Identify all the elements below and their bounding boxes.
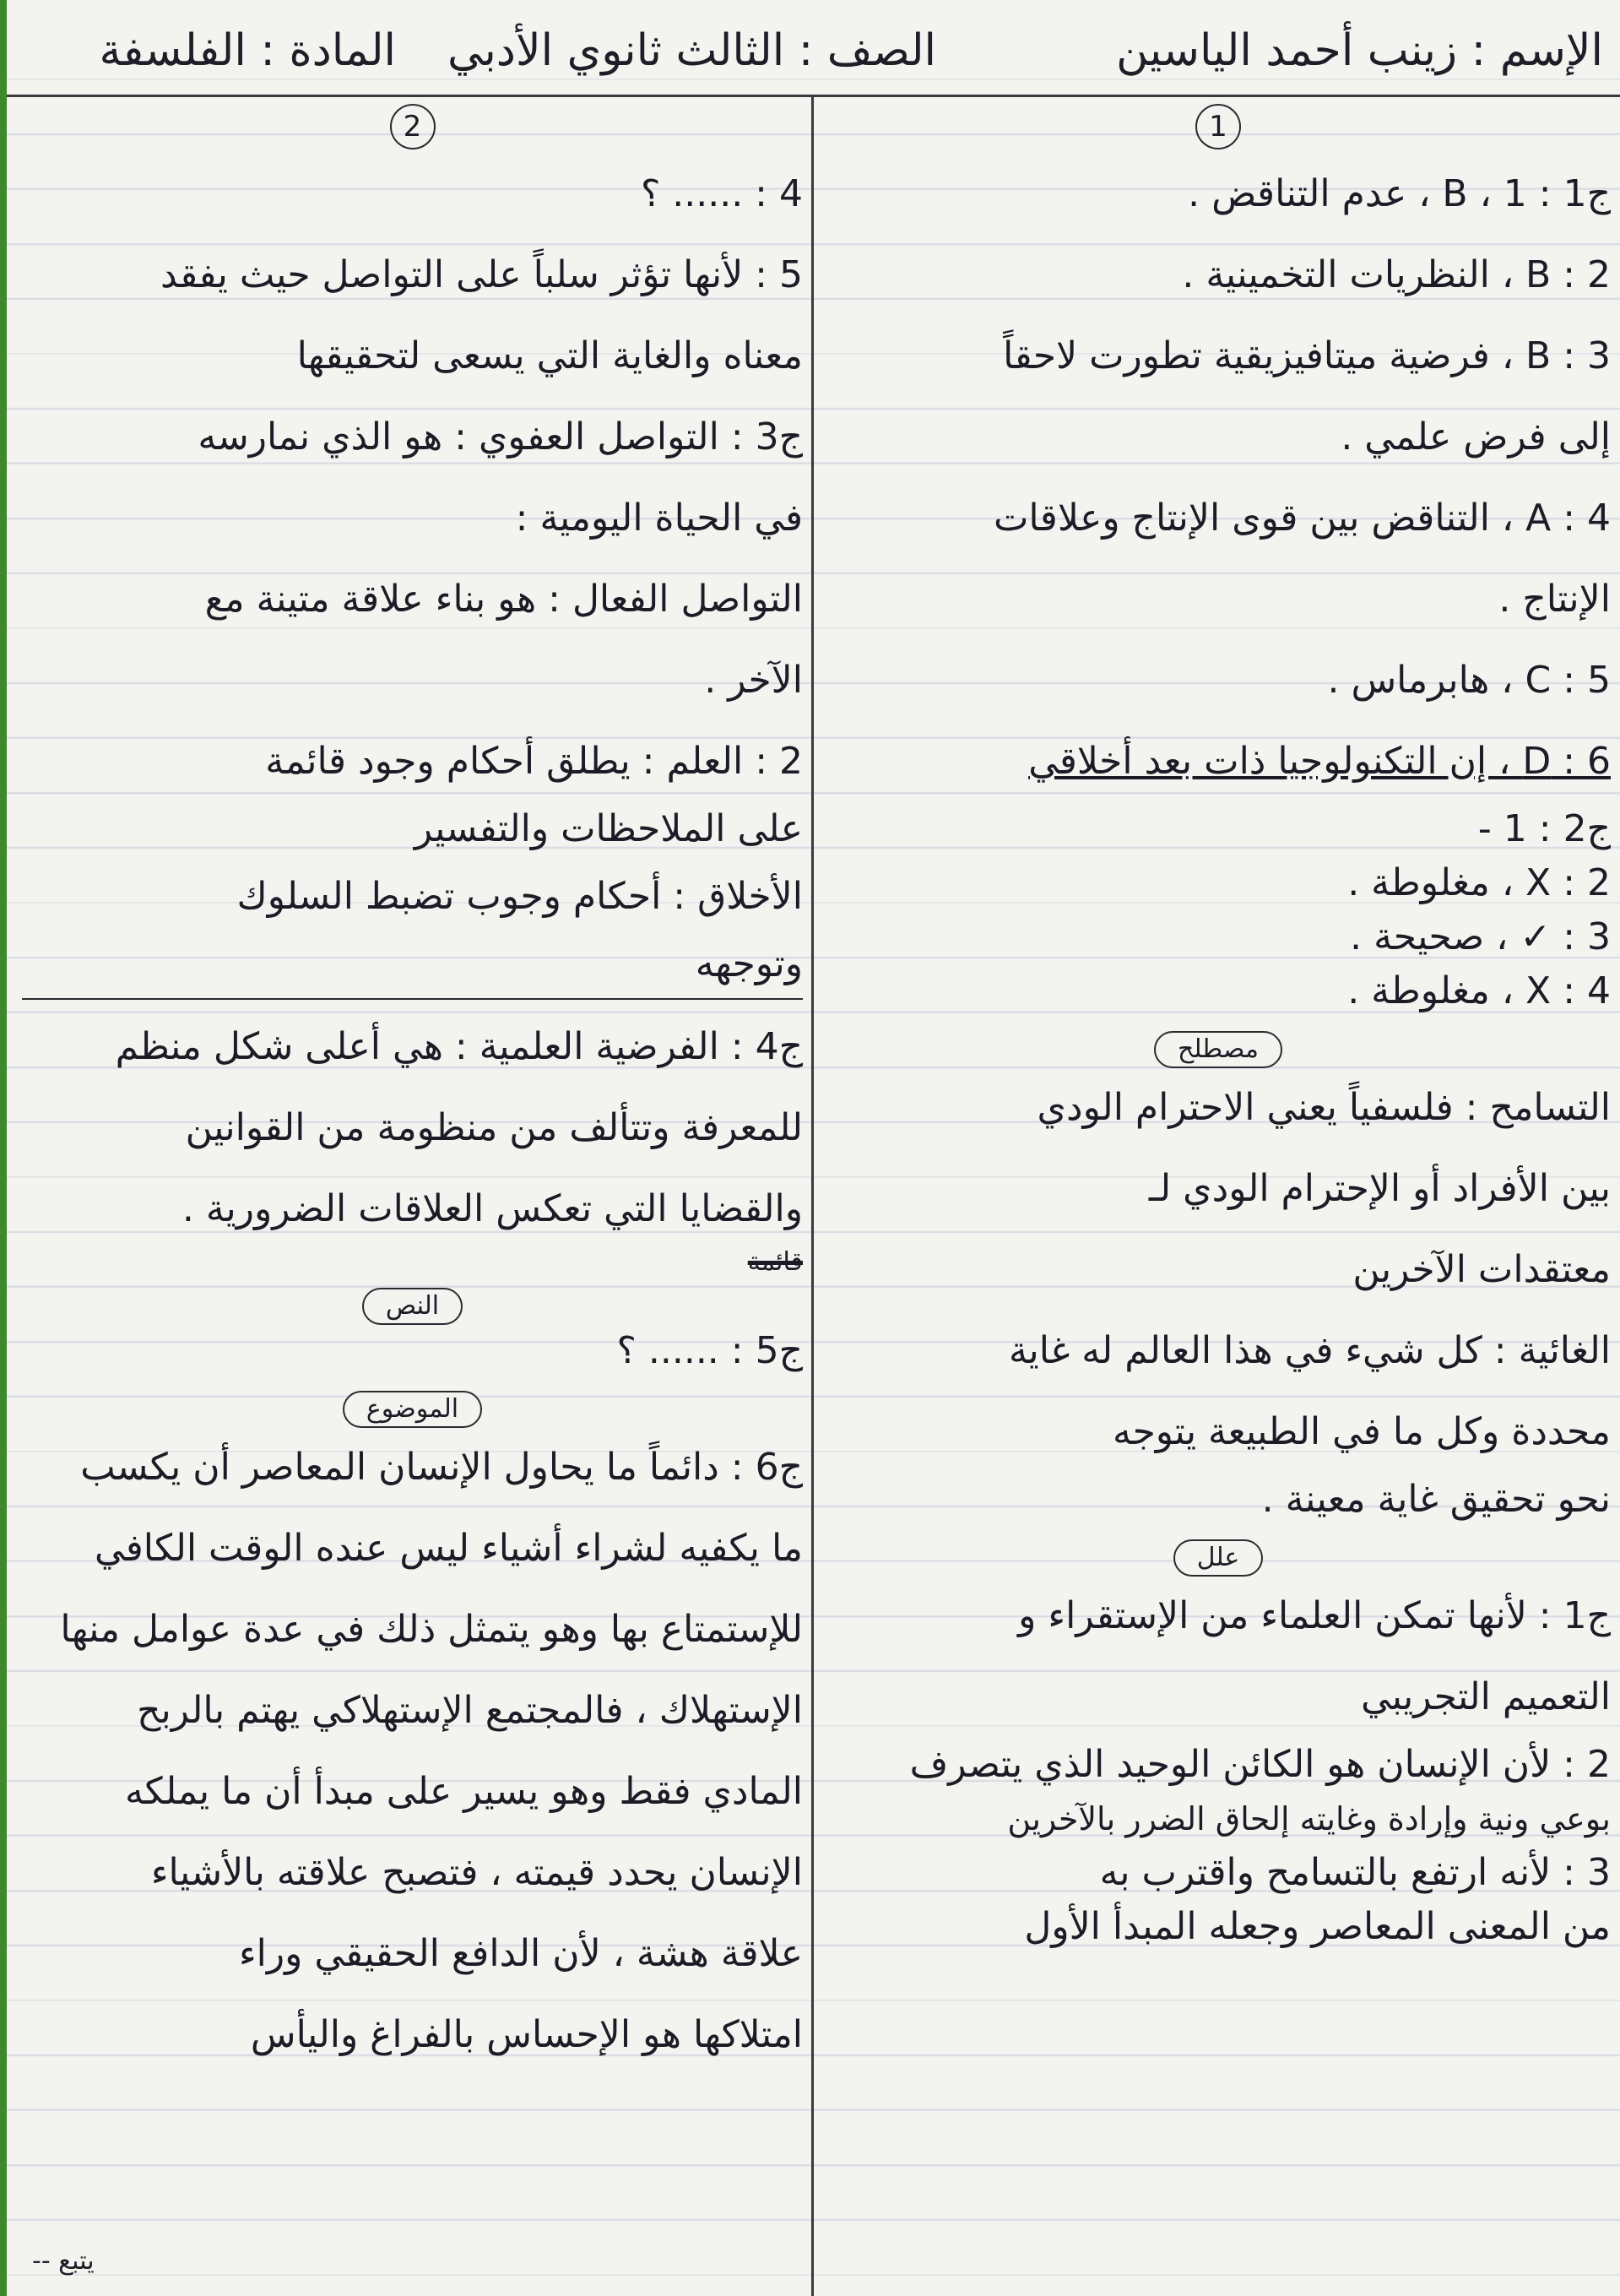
essay-line: المادي فقط وهو يسير على مبدأ أن ما يملكه: [125, 1770, 803, 1813]
answer-line: 6 : D ، إن التكنولوجيا ذات بعد أخلاقي: [1028, 740, 1611, 783]
answer-line: على الملاحظات والتفسير: [414, 807, 803, 850]
section-label: [826, 1018, 1611, 1067]
essay-line: علاقة هشة ، لأن الدافع الحقيقي وراء: [238, 1932, 803, 1975]
answer-line: 3 : ✓ ، صحيحة .: [1350, 915, 1611, 958]
answer-line: الأخلاق : أحكام وجوب تضبط السلوك: [236, 875, 803, 918]
term-line: معتقدات الآخرين: [1352, 1248, 1611, 1291]
essay-line: الإستهلاك ، فالمجتمع الإستهلاكي يهتم بالربح: [137, 1689, 803, 1732]
section-label: [826, 1527, 1611, 1576]
answer-line: ج2 : 1 -: [1477, 807, 1611, 850]
header: [7, 0, 1620, 95]
crossed-out-word: قائمة: [747, 1250, 803, 1275]
section-term-label: مصطلح: [1154, 1031, 1282, 1068]
essay-line: للإستمتاع بها وهو يتمثل ذلك في عدة عوامل منها: [60, 1608, 803, 1651]
answer-line: الآخر .: [704, 659, 803, 702]
column-divider: [811, 95, 814, 2296]
explain-line: 3 : لأنه ارتفع بالتسامح واقترب به: [1099, 1851, 1611, 1894]
answer-line: إلى فرض علمي .: [1341, 415, 1611, 459]
explain-line: التعميم التجريبي: [1361, 1675, 1611, 1718]
answer-line: معناه والغاية التي يسعى لتحقيقها: [296, 334, 803, 377]
term-line: محددة وكل ما في الطبيعة يتوجه: [1113, 1410, 1611, 1453]
answer-line: ج1 : 1 ، B ، عدم التناقض .: [1188, 172, 1611, 215]
answer-line: التواصل الفعال : هو بناء علاقة متينة مع: [204, 578, 803, 621]
term-line: التسامح : فلسفياً يعني الاحترام الودي: [1037, 1086, 1611, 1129]
continued-note: يتبع --: [32, 2246, 95, 2276]
divider: [22, 998, 803, 1000]
exam-paper: [7, 0, 1620, 2296]
explain-line: 2 : لأن الإنسان هو الكائن الوحيد الذي يتصرف: [909, 1743, 1611, 1786]
answer-line: وتوجهه: [695, 942, 803, 985]
answer-line: في الحياة اليومية :: [515, 497, 803, 540]
answer-line: 2 : X ، مغلوطة .: [1347, 861, 1611, 904]
grade: الصف : الثالث ثانوي الأدبي: [447, 25, 936, 76]
term-line: نحو تحقيق غاية معينة .: [1261, 1478, 1611, 1521]
answer-line: 5 : C ، هابرماس .: [1327, 659, 1611, 702]
answer-line: 4 : ...... ؟: [640, 172, 803, 215]
answer-line: للمعرفة وتتألف من منظومة من القوانين: [185, 1106, 803, 1149]
section-topic-label: الموضوع: [343, 1391, 482, 1428]
answer-line: الإنتاج .: [1498, 578, 1611, 621]
page-number: 1: [1195, 104, 1241, 149]
explain-line: ج1 : لأنها تمكن العلماء من الإستقراء و: [1018, 1594, 1611, 1637]
section-text-label: النص: [362, 1288, 463, 1325]
answer-line: 2 : العلم : يطلق أحكام وجود قائمة: [265, 740, 803, 783]
section-label: [22, 1378, 803, 1427]
explain-line: من المعنى المعاصر وجعله المبدأ الأول: [1024, 1905, 1611, 1948]
page-number: 2: [390, 104, 436, 149]
section-explain-label: علل: [1173, 1539, 1264, 1577]
term-line: بين الأفراد أو الإحترام الودي لـ: [1148, 1167, 1611, 1210]
essay-line: ج6 : دائماً ما يحاول الإنسان المعاصر أن يكسب: [80, 1446, 803, 1489]
answer-line: ج4 : الفرضية العلمية : هي أعلى شكل منظم: [115, 1025, 803, 1068]
answer-line: 5 : لأنها تؤثر سلباً على التواصل حيث يفقد: [160, 253, 803, 296]
page-one-column: [826, 100, 1611, 1954]
essay-line: الإنسان يحدد قيمته ، فتصبح علاقته بالأشياء: [150, 1851, 803, 1894]
student-name: الإسم : زينب أحمد الياسين: [1116, 25, 1603, 76]
subject: المادة : الفلسفة: [99, 25, 396, 76]
answer-line: 2 : B ، النظريات التخمينية .: [1182, 253, 1611, 296]
essay-line: امتلاكها هو الإحساس بالفراغ واليأس: [250, 2013, 803, 2056]
page-two-column: [22, 100, 803, 2076]
term-line: الغائية : كل شيء في هذا العالم له غاية: [1008, 1329, 1611, 1372]
answer-line: 4 : A ، التناقض بين قوى الإنتاج وعلاقات: [993, 497, 1611, 540]
section-label: [22, 1275, 803, 1324]
answer-line: ج5 : ...... ؟: [616, 1329, 803, 1372]
answer-line: 4 : X ، مغلوطة .: [1347, 969, 1611, 1012]
answer-line: والقضايا التي تعكس العلاقات الضرورية .: [182, 1187, 803, 1230]
answer-line: 3 : B ، فرضية ميتافيزيقية تطورت لاحقاً: [1003, 334, 1611, 377]
essay-line: ما يكفيه لشراء أشياء ليس عنده الوقت الكافي: [95, 1527, 803, 1570]
explain-line: بوعي ونية وإرادة وغايته إلحاق الضرر بالآخرين: [1007, 1800, 1611, 1837]
answer-line: ج3 : التواصل العفوي : هو الذي نمارسه: [198, 415, 803, 459]
